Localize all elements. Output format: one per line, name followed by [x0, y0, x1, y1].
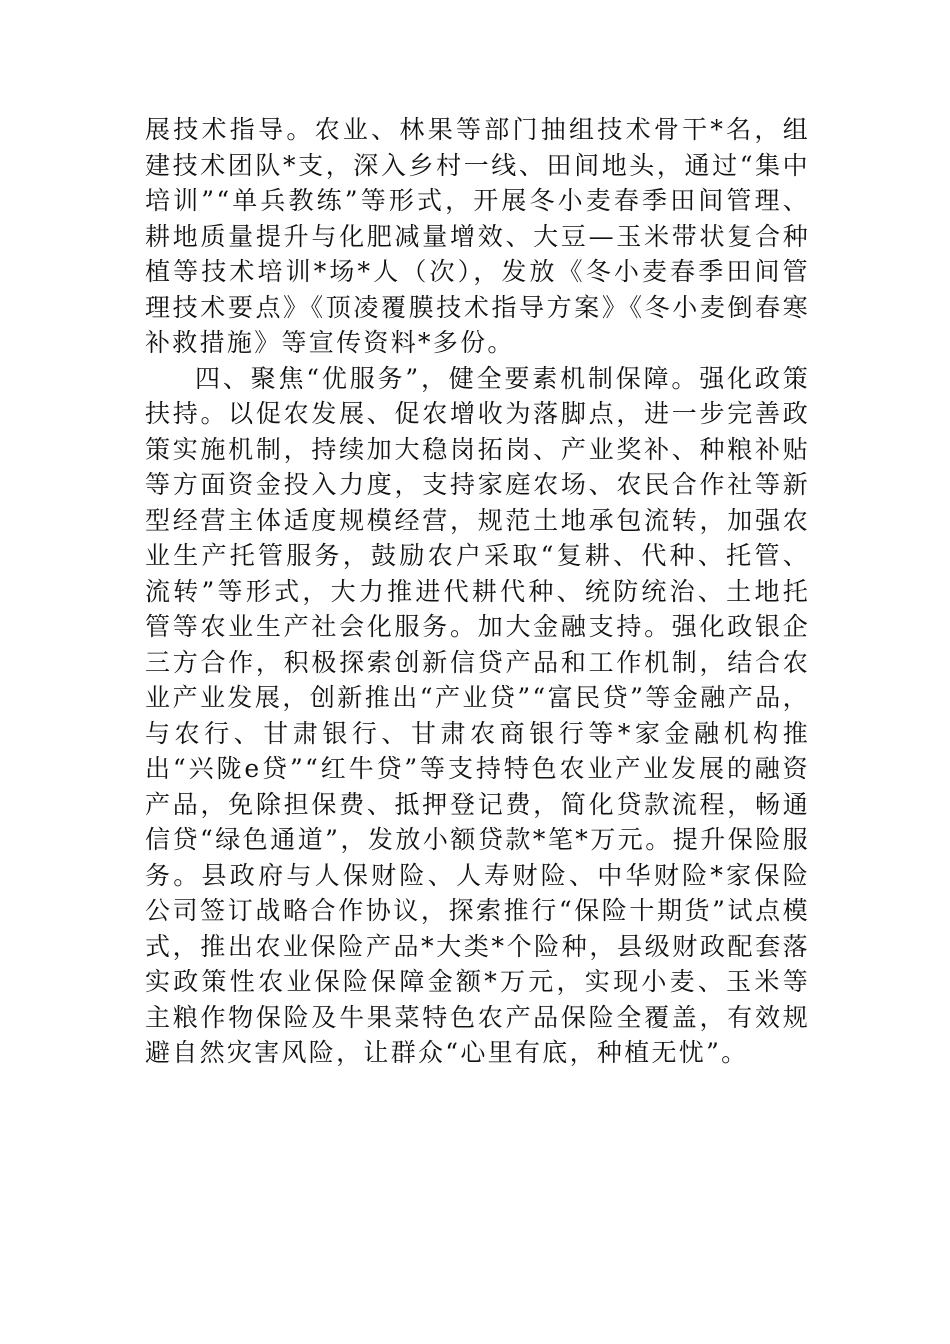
paragraph-continuation: 展技术指导。农业、林果等部门抽组技术骨干*名，组建技术团队*支，深入乡村一线、田间地头，通过“集中培训”“单兵教练”等形式，开展冬小麦春季田间管理、耕地质量提升与化肥减量增效、大豆—玉米带状复合种植等技术培训*场*人（次），发放《冬小麦春季田间管理技术要点》《顶凌覆膜技术指导方案》《冬小麦倒春寒补救措施》等宣传资料*多份。: [145, 115, 810, 357]
paragraph-section-four: 四、聚焦“优服务”，健全要素机制保障。强化政策扶持。以促农发展、促农增收为落脚点，进一步完善政策实施机制，持续加大稳岗拓岗、产业奖补、种粮补贴等方面资金投入力度，支持家庭农场、农民合作社等新型经营主体适度规模经营，规范土地承包流转，加强农业生产托管服务，鼓励农户采取“复耕、代种、托管、流转”等形式，大力推进代耕代种、统防统治、土地托管等农业生产社会化服务。加大金融支持。强化政银企三方合作，积极探索创新信贷产品和工作机制，结合农业产业发展，创新推出“产业贷”“富民贷”等金融产品，与农行、甘肃银行、甘肃农商银行等*家金融机构推出“兴陇e贷”“红牛贷”等支持特色农业产业发展的融资产品，免除担保费、抵押登记费，简化贷款流程，畅通信贷“绿色通道”，发放小额贷款*笔*万元。提升保险服务。县政府与人保财险、人寿财险、中华财险*家保险公司签订战略合作协议，探索推行“保险十期货”试点模式，推出农业保险产品*大类*个险种，县级财政配套落实政策性农业保险保障金额*万元，实现小麦、玉米等主粮作物保险及牛果菜特色农产品保险全覆盖，有效规避自然灾害风险，让群众“心里有底，种植无忧”。: [145, 363, 810, 1067]
document-body: [145, 112, 810, 1071]
